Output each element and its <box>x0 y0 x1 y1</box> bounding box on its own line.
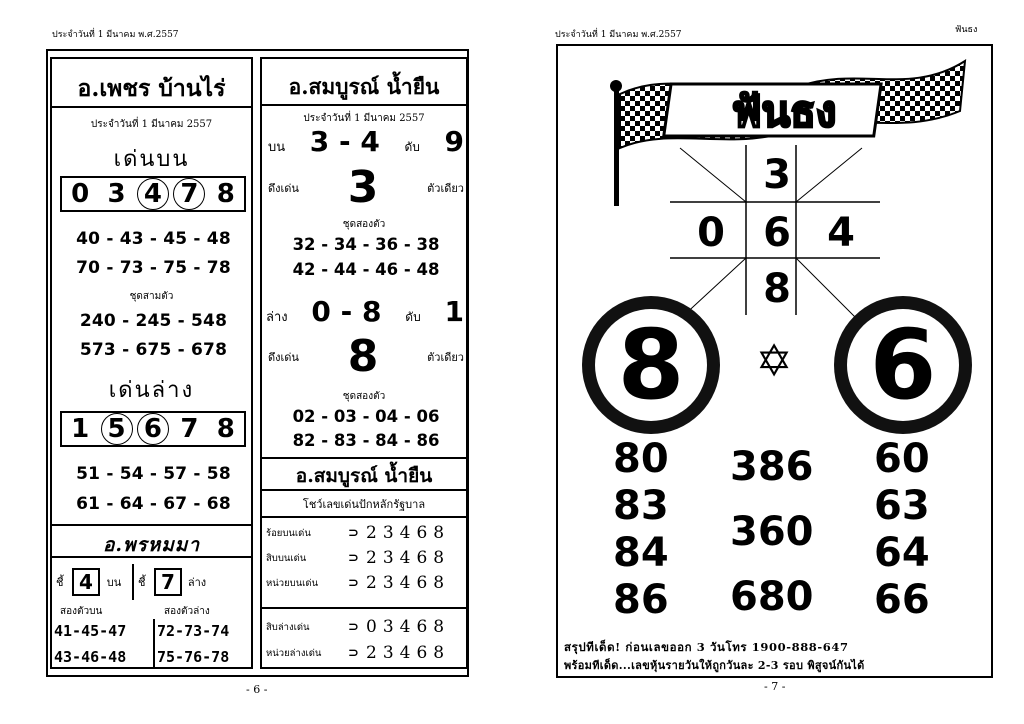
triple-row: 240 - 245 - 548 <box>79 311 228 331</box>
grid-center-number: 6 <box>763 210 791 256</box>
show-row-digits: 23468 <box>366 548 451 568</box>
upper-main: 3 - 4 <box>309 125 380 158</box>
top-digit: 0 <box>71 179 90 209</box>
col-b-title: อ.สมบูรณ์ น้ำยืน <box>288 74 440 99</box>
left-number: 80 <box>613 436 669 482</box>
single-label: ตัวเดียว <box>427 181 464 195</box>
col-a-date: ประจำวันที่ 1 มีนาคม 2557 <box>90 119 213 130</box>
left-number: 84 <box>613 530 669 576</box>
show-row-label: ร้อยบนเด่น <box>266 527 311 539</box>
right-number: 64 <box>874 530 930 576</box>
grid-right-number: 4 <box>827 210 855 256</box>
show-row <box>264 642 468 664</box>
top-digit: 3 <box>107 179 126 209</box>
divider <box>52 524 251 526</box>
arrow-icon: ⊃ <box>348 645 359 661</box>
middle-number: 360 <box>730 509 814 555</box>
two-bottom-label: สองตัวล่าง <box>164 606 210 617</box>
top-pair-row: 40 - 43 - 45 - 48 <box>76 229 231 249</box>
bottom-digit-circled: 6 <box>137 413 169 445</box>
top-digit-circled: 7 <box>173 178 205 210</box>
two-label: ชุดสองตัว <box>342 391 386 402</box>
lower-digit-box: 7 <box>154 568 182 596</box>
two-top-label: สองตัวบน <box>60 606 103 617</box>
bottom-digit: 7 <box>180 414 199 444</box>
bottom-digit: 1 <box>71 414 90 444</box>
upper-prefix: บน <box>268 140 286 155</box>
pointer-row <box>56 564 251 600</box>
middle-number: 386 <box>730 444 814 490</box>
upper-set-row: 42 - 44 - 46 - 48 <box>292 260 440 279</box>
right-number: 63 <box>874 483 930 529</box>
two-label: ชุดสองตัว <box>342 219 386 230</box>
top-digit: 8 <box>216 179 235 209</box>
divider <box>262 457 466 459</box>
sub-title: อ.พรหมมา <box>103 534 200 556</box>
divider <box>262 489 466 491</box>
upper-set: 41-45-47 <box>54 622 127 640</box>
bottom-pair-row: 51 - 54 - 57 - 58 <box>76 464 231 484</box>
pull-label: ดึงเด่น <box>268 181 299 195</box>
show-row <box>264 616 468 638</box>
col-a-title: อ.เพชร บ้านไร่ <box>77 75 226 102</box>
lower-prefix: ล่าง <box>266 310 288 325</box>
upper-single: 3 <box>347 162 379 213</box>
pull-label: ดึงเด่น <box>268 350 299 364</box>
show-row <box>264 572 468 594</box>
footer-line-2: พร้อมทีเด็ด...เลขหุ้นรายวันให้ถูกวันละ 2-3 รอบ พิสูจน์กันได้ <box>564 659 865 672</box>
upper-block: 9 <box>444 125 464 158</box>
show-row-digits: 23468 <box>366 573 451 593</box>
point-label: ชี้ <box>138 576 146 589</box>
divider <box>52 106 251 108</box>
show-row-digits: 23468 <box>366 643 451 663</box>
lower-block: 1 <box>444 295 464 328</box>
divider <box>262 607 466 609</box>
grid-left-number: 0 <box>697 210 725 256</box>
top-digits-box <box>60 176 246 212</box>
middle-number: 680 <box>730 574 814 620</box>
right-page-number: - 7 - <box>764 680 786 693</box>
lower-set-row: 82 - 83 - 84 - 86 <box>292 431 440 450</box>
point-label: ชี้ <box>56 576 64 589</box>
lower-main: 0 - 8 <box>311 295 382 328</box>
upper-label: บน <box>106 576 122 589</box>
upper-set: 43-46-48 <box>54 648 127 666</box>
big-left-circle <box>582 296 720 434</box>
logo-text: ฟันธง <box>731 87 837 136</box>
block-label: ดับ <box>405 310 421 324</box>
left-number: 83 <box>613 483 669 529</box>
show-row-digits: 23468 <box>366 523 451 543</box>
bottom-digit-circled: 5 <box>101 413 133 445</box>
right-page-header-date: ประจำวันที่ 1 มีนาคม พ.ศ.2557 <box>555 30 682 40</box>
show-row-label: หน่วยบนเด่น <box>266 577 319 589</box>
grid-top-number: 3 <box>763 152 791 198</box>
big-left-number: 8 <box>595 309 707 421</box>
show-row <box>264 547 468 569</box>
arrow-icon: ⊃ <box>348 550 359 566</box>
top-heading: เด่นบน <box>113 147 190 172</box>
lower-set-row: 02 - 03 - 04 - 06 <box>292 407 440 426</box>
divider <box>153 619 155 669</box>
lower-single-row <box>268 331 464 382</box>
right-page-header-brand: ฟันธง <box>955 25 978 35</box>
show-row-label: หน่วยล่างเด่น <box>266 647 322 659</box>
column-phet-banrai <box>50 57 253 669</box>
arrow-icon: ⊃ <box>348 619 359 635</box>
bottom-pair-row: 61 - 64 - 67 - 68 <box>76 494 231 514</box>
single-label: ตัวเดียว <box>427 350 464 364</box>
block-label: ดับ <box>404 140 420 154</box>
upper-single-row <box>268 162 464 213</box>
show-row-label: สิบบนเด่น <box>266 552 307 564</box>
top-pair-row: 70 - 73 - 75 - 78 <box>76 258 231 278</box>
divider <box>262 516 466 518</box>
divider <box>132 564 134 600</box>
left-page-number: - 6 - <box>246 683 268 696</box>
column-somboon-namyuen <box>260 57 468 669</box>
show-heading: โชว์เลขเด่นปักหลักรัฐบาล <box>302 498 426 511</box>
right-number: 60 <box>874 436 930 482</box>
lower-set: 72-73-74 <box>157 622 230 640</box>
lower-set: 75-76-78 <box>157 648 230 666</box>
left-page-header-date: ประจำวันที่ 1 มีนาคม พ.ศ.2557 <box>52 30 179 40</box>
top-digit-circled: 4 <box>137 178 169 210</box>
show-row-label: สิบล่างเด่น <box>266 621 310 633</box>
show-row-digits: 03468 <box>366 617 451 637</box>
lower-single: 8 <box>347 331 379 382</box>
show-row <box>264 522 468 544</box>
lower-main-row <box>266 295 464 328</box>
bottom-heading: เด่นล่าง <box>108 378 195 403</box>
bottom-digit: 8 <box>216 414 235 444</box>
grid-bottom-number: 8 <box>763 266 791 312</box>
arrow-icon: ⊃ <box>348 525 359 541</box>
bottom-digits-box <box>60 411 246 447</box>
arrow-icon: ⊃ <box>348 575 359 591</box>
star-of-david-icon: ✡ <box>755 336 793 387</box>
big-right-circle <box>834 296 972 434</box>
lower-label: ล่าง <box>187 576 207 589</box>
triple-row: 573 - 675 - 678 <box>79 340 228 360</box>
big-right-number: 6 <box>847 309 959 421</box>
upper-main-row <box>268 125 464 158</box>
divider <box>52 556 251 558</box>
right-number: 66 <box>874 577 930 623</box>
col-b-title-2: อ.สมบูรณ์ น้ำยืน <box>295 465 433 487</box>
upper-set-row: 32 - 34 - 36 - 38 <box>292 235 440 254</box>
divider <box>262 104 466 106</box>
upper-digit-box: 4 <box>72 568 100 596</box>
col-b-date: ประจำวันที่ 1 มีนาคม 2557 <box>303 113 425 124</box>
left-number: 86 <box>613 577 669 623</box>
footer-line-1: สรุปทีเด็ด! ก่อนเลขออก 3 วันโทร 1900-888-647 <box>564 640 849 654</box>
triple-label: ชุดสามตัว <box>129 291 174 302</box>
